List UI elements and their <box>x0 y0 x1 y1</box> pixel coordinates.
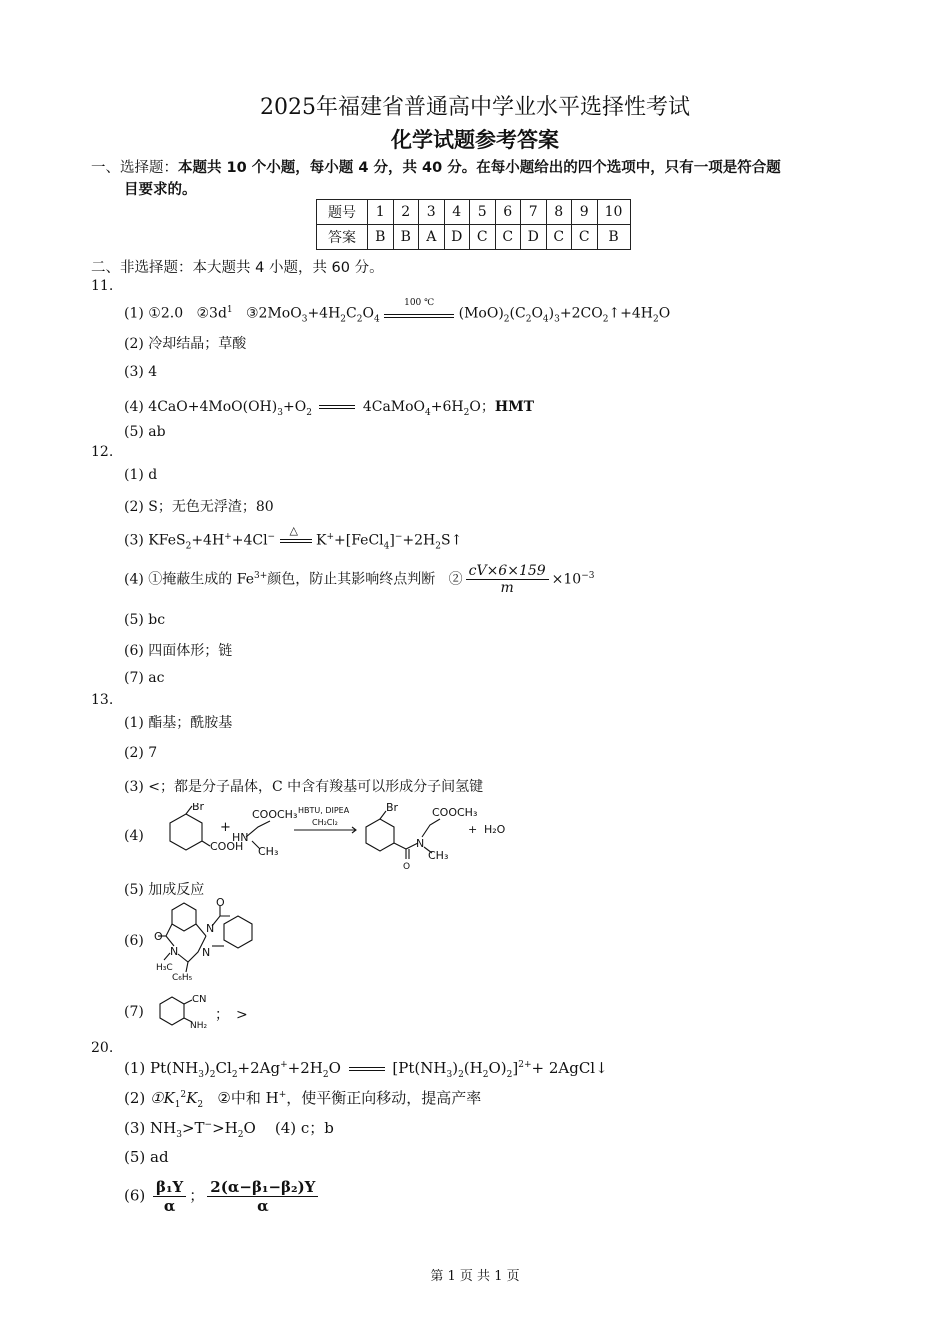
q13-a6-o1: O <box>154 930 163 943</box>
table-cell-answer: C <box>470 225 496 250</box>
table-cell-number: 1 <box>368 200 394 225</box>
q13-answer-1: (1) 酯基；酰胺基 <box>124 715 233 731</box>
q20-a1-label: (1) <box>124 1059 146 1077</box>
q12-answer-1: (1) d <box>124 467 158 483</box>
q13-a4-cooch3-1: COOCH₃ <box>252 808 298 821</box>
section1-line2 <box>124 178 197 199</box>
table-cell-number: 9 <box>572 200 598 225</box>
q13-a4-solvent: CH₂Cl₂ <box>312 818 338 827</box>
table-cell-answer: D <box>521 225 547 250</box>
section1-line1 <box>91 156 781 177</box>
table-cell-number: 5 <box>470 200 496 225</box>
q12-answer-3: (3) KFeS$_2$+4H++4Cl− △ $K^++[FeCl_4]^-+2H_2S↑$ <box>124 523 463 552</box>
section1-desc-line1: 本题共 10 个小题，每小题 4 分，共 40 分。在每小题给出的四个选项中，只有一项是符合题 <box>178 160 781 176</box>
table-cell-answer: C <box>546 225 572 250</box>
q20-answer-5: (5) ad <box>124 1148 169 1166</box>
q12-a4-tail: ×10 <box>551 571 582 588</box>
table-cell-number: 10 <box>597 200 630 225</box>
q13-a7-structure <box>154 992 216 1030</box>
q12-answer-5: (5) bc <box>124 612 166 628</box>
table-cell-number: 7 <box>521 200 547 225</box>
q12-answer-7: (7) ac <box>124 670 165 686</box>
q13-a4-cooh: COOH <box>210 840 244 853</box>
q13-a6-o2: O <box>216 896 225 909</box>
q13-answer-2: (2) 7 <box>124 745 158 761</box>
q13-a6-label: (6) <box>124 933 144 949</box>
q13-answer-3: (3) <；都是分子晶体，C 中含有羧基可以形成分子间氢键 <box>124 779 484 795</box>
q20-a3-label: (3) <box>124 1119 146 1137</box>
q20-answer-3: (3) $NH_3>T^->H_2O$ (4) c；b <box>124 1119 334 1140</box>
benzene-ring-c <box>160 997 184 1025</box>
q13-a6-n1: N <box>170 945 179 958</box>
q11-a1-condition: 100 ℃ <box>404 297 435 308</box>
q13-a4-reagent: HBTU, DIPEA <box>298 806 350 815</box>
q20-a2-label: (2) <box>124 1089 146 1107</box>
q20-a6-separator: ； <box>189 1186 205 1205</box>
q11-answer-2: (2) 冷却结晶；草酸 <box>124 336 247 352</box>
page-footer: 第 1 页 共 1 页 <box>430 1269 520 1284</box>
heat-triangle-icon: △ <box>289 523 299 537</box>
section1-label: 一、选择题： <box>91 160 178 176</box>
q12-a4-text2: 颜色，防止其影响终点判断 <box>267 571 436 588</box>
q11-a1-label: (1) <box>124 305 144 322</box>
q12-answer-4: (4) ①掩蔽生成的 $Fe^{3+}$颜色，防止其影响终点判断 ② $\frac{cV\times 6\times 159}{m}$ $\times 10^{-3}$ <box>124 563 595 596</box>
benzene-ring-1 <box>170 814 202 850</box>
table-cell-answer: A <box>419 225 445 250</box>
table-cell-answer: D <box>444 225 470 250</box>
q20-answer-4: (4) c；b <box>274 1119 334 1137</box>
table-cell-number: 2 <box>393 200 419 225</box>
q20-a2-part2: ②中和 H <box>217 1089 279 1107</box>
q11-a1-part3: ③2MoO <box>246 305 302 322</box>
table-cell-answer: B <box>393 225 419 250</box>
q20-a2-part1: ①K <box>150 1089 175 1107</box>
question-20-number: 20. <box>91 1040 114 1056</box>
q13-a7-tail: ； > <box>215 1007 248 1023</box>
q12-a4-p2: ② <box>448 571 463 588</box>
q12-answer-2: (2) S；无色无浮渣；80 <box>124 499 274 515</box>
table-cell-number: 4 <box>444 200 470 225</box>
q13-a6-h3c: H₃C <box>156 963 173 973</box>
q11-a1-part2: ②3d <box>196 305 227 322</box>
q20-a6-f1-denominator: α <box>163 1197 176 1215</box>
q13-a6-c6h5: C₆H₅ <box>172 973 193 983</box>
q13-a4-h2o: H₂O <box>484 823 506 836</box>
q13-a6-n3: N <box>206 922 215 935</box>
q12-a4-denominator: m <box>500 580 514 596</box>
q20-answer-6 <box>124 1178 321 1215</box>
table-header-answer: 答案 <box>317 225 368 250</box>
table-cell-answer: B <box>597 225 630 250</box>
q20-a2-part2b: ，使平衡正向移动，提高产率 <box>286 1089 482 1107</box>
table-cell-number: 6 <box>495 200 521 225</box>
q11-a1-arrow <box>384 297 454 318</box>
q20-a6-f1-numerator: β₁Y <box>153 1178 186 1197</box>
q12-a4-label: (4) <box>124 571 144 588</box>
q13-a4-ch3-1: CH₃ <box>258 845 279 858</box>
question-11-number: 11. <box>91 278 114 294</box>
table-cell-answer: C <box>572 225 598 250</box>
q13-a4-ch3-2: CH₃ <box>428 849 449 862</box>
q12-a4-fraction <box>466 563 549 596</box>
section2-heading: 二、非选择题：本大题共 4 小题，共 60 分。 <box>91 260 384 276</box>
q12-a4-text: ①掩蔽生成的 Fe <box>148 571 254 588</box>
q20-a6-fraction2 <box>207 1178 318 1215</box>
q13-a4-cooch3-2: COOCH₃ <box>432 806 478 819</box>
q11-answer-4: (4) $4CaO+4MoO(OH)_3+O_2$ $4CaMoO_4+6H_2O$；HMT <box>124 399 535 418</box>
q13-a4-plus2: + <box>468 823 478 836</box>
q13-a4-br1: Br <box>192 803 205 813</box>
table-cell-number: 8 <box>546 200 572 225</box>
q11-answer-3: (3) 4 <box>124 364 158 380</box>
table-header-number: 题号 <box>317 200 368 225</box>
q12-answer-6: (6) 四面体形；链 <box>124 643 233 659</box>
q12-a4-numerator: cV×6×159 <box>466 563 549 580</box>
benzene-ring-a <box>172 903 196 931</box>
table-row-answers <box>317 225 631 250</box>
q11-a1-part2-sup: 1 <box>226 305 233 315</box>
page-subtitle: 化学试题参考答案 <box>391 128 559 152</box>
q13-a7-label: (7) <box>124 1004 144 1020</box>
q13-answer-5: (5) 加成反应 <box>124 882 205 898</box>
q13-a6-n2: N <box>202 946 211 959</box>
q13-a4-plus1: + <box>220 820 231 835</box>
q20-a6-label: (6) <box>124 1186 146 1205</box>
q11-a1-part1: ①2.0 <box>148 305 184 322</box>
section1-desc-line2: 目要求的。 <box>124 182 197 198</box>
q13-a4-br2: Br <box>386 803 399 814</box>
question-12-number: 12. <box>91 444 114 460</box>
q20-a6-f2-numerator: 2(α−β₁−β₂)Y <box>207 1178 318 1197</box>
q20-a6-fraction1 <box>153 1178 186 1215</box>
benzene-ring-b <box>224 916 252 948</box>
question-13-number: 13. <box>91 692 114 708</box>
q13-a4-n: N <box>416 837 425 850</box>
q11-answer-5: (5) ab <box>124 424 166 440</box>
q20-answer-2: (2) $①K_1^2K_2$ ②中和 H+，使平衡正向移动，提高产率 <box>124 1089 482 1110</box>
q13-a7-cn: CN <box>192 994 207 1005</box>
q11-a4-label: (4) <box>124 399 144 415</box>
table-cell-answer: B <box>368 225 394 250</box>
q13-a7-nh2: NH₂ <box>190 1021 208 1030</box>
q20-a2-part1b: K <box>186 1089 198 1107</box>
q12-a4-exp: −3 <box>581 570 595 581</box>
q20-a6-f2-denominator: α <box>257 1197 269 1215</box>
q11-a4-hmt: HMT <box>494 399 535 415</box>
table-row-numbers <box>317 200 631 225</box>
q20-answer-1: (1) $Pt(NH_3)_2Cl_2+2Ag^++2H_2O$ $[Pt(NH_3)_2(H_2O)_2]^{2+}+$ 2AgCl↓ <box>124 1059 608 1080</box>
q13-a6-structure <box>154 896 264 988</box>
q13-a4-hn: HN <box>232 831 249 844</box>
answer-table <box>316 199 631 250</box>
table-cell-number: 3 <box>419 200 445 225</box>
q11-answer-1: (1) ①2.0 $②3d^1$ $③2MoO_3+4H_2C_2O_4$ 100 ℃ $(MoO)_2(C_2O_4)_3+2CO_2↑+4H_2O$ <box>124 297 671 325</box>
q13-a4-o: O <box>403 862 411 871</box>
q13-a4-reaction-scheme <box>148 803 528 871</box>
table-cell-answer: C <box>495 225 521 250</box>
q11-a1-product: (MoO) <box>458 305 504 322</box>
q12-a3-label: (3) <box>124 532 144 549</box>
q12-a3-arrow <box>280 523 312 543</box>
benzene-ring-2 <box>366 819 394 851</box>
page-title: 2025年福建省普通高中学业水平选择性考试 <box>260 95 690 120</box>
q13-a4-label: (4) <box>124 828 144 844</box>
